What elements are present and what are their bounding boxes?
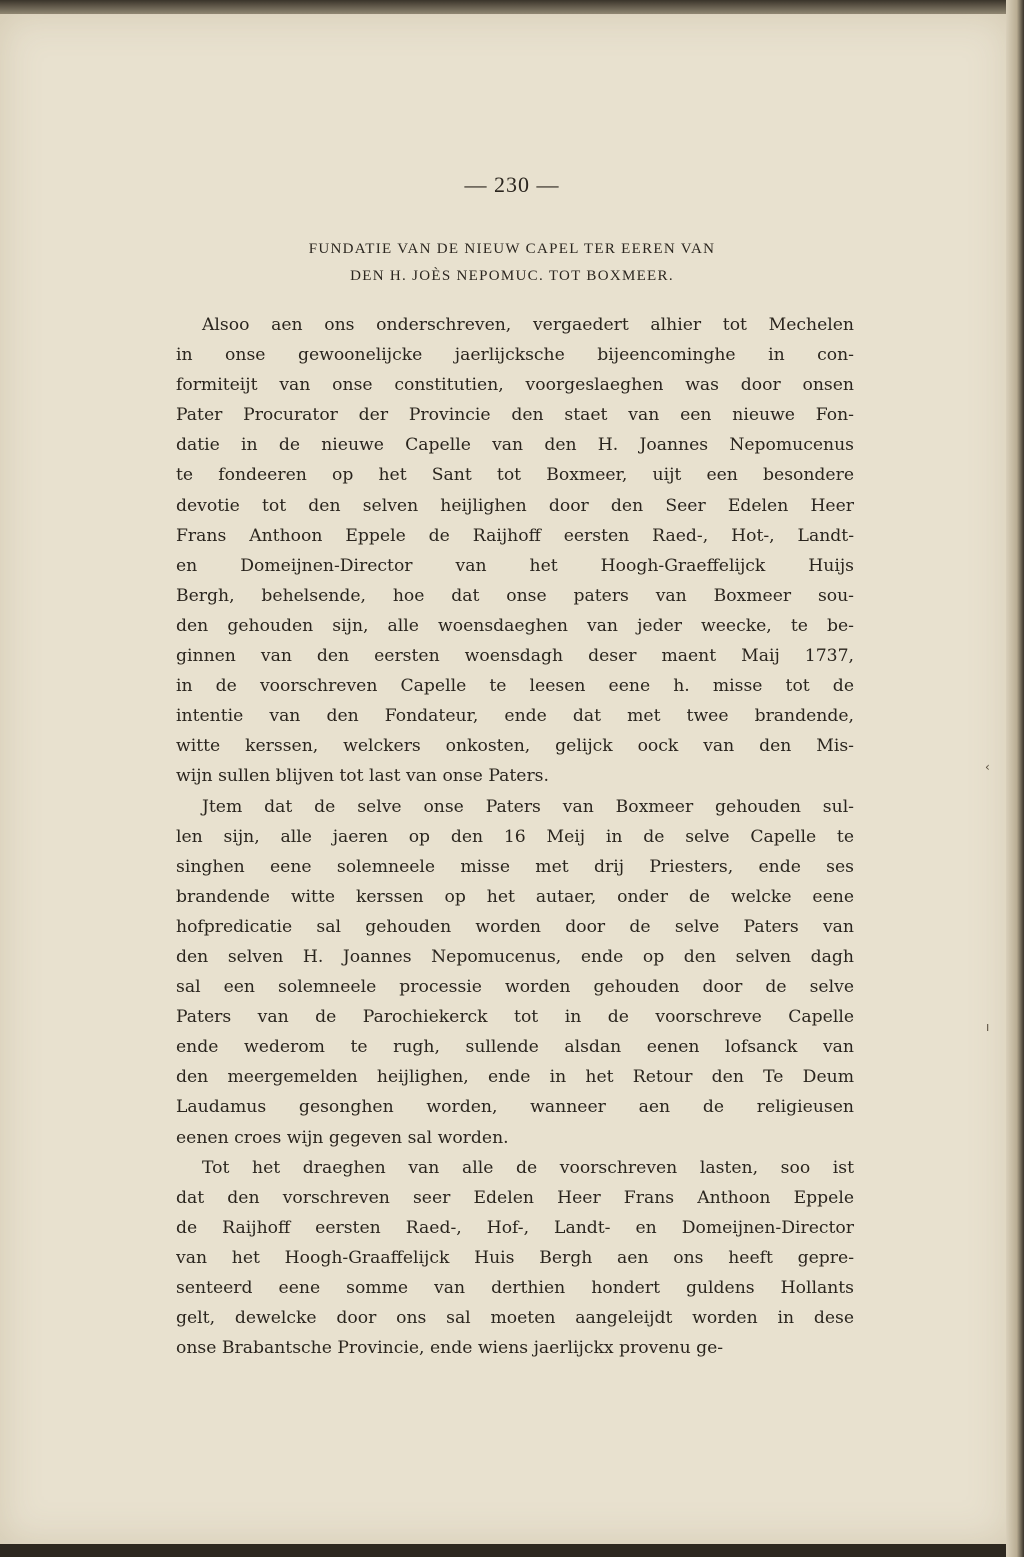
text-line: brandende witte kerssen op het autaer, onder de welcke eene xyxy=(176,886,854,907)
heading-line-2: DEN H. JOÈS NEPOMUC. TOT BOXMEER. xyxy=(350,268,674,284)
text-line: ende wederom te rugh, sullende alsdan eenen lofsanck van xyxy=(176,1037,854,1058)
text-line: dat den vorschreven seer Edelen Heer Frans Anthoon Eppele xyxy=(176,1187,854,1208)
text-line: Jtem dat de selve onse Paters van Boxmeer gehouden sul- xyxy=(202,796,854,817)
paragraph xyxy=(176,310,854,792)
text-line: len sijn, alle jaeren op den 16 Meij in de selve Capelle te xyxy=(176,826,854,847)
text-line: van het Hoogh-Graaffelijck Huis Bergh aen ons heeft gepre- xyxy=(176,1247,854,1268)
text-line: sal een solemneele processie worden gehouden door de selve xyxy=(176,977,854,998)
text-line: hofpredicatie sal gehouden worden door de selve Paters van xyxy=(176,916,854,937)
text-line: wijn sullen blijven tot last van onse Paters. xyxy=(176,766,549,787)
text-line: den gehouden sijn, alle woensdaeghen van jeder weecke, te be- xyxy=(176,615,854,636)
text-line: te fondeeren op het Sant tot Boxmeer, uijt een besondere xyxy=(176,465,854,486)
text-line: ginnen van den eersten woensdagh deser maent Maij 1737, xyxy=(176,646,854,667)
text-line: in onse gewoonelijcke jaerlijcksche bijeencominghe in con- xyxy=(176,345,854,366)
text-line: formiteijt van onse constitutien, voorgeslaeghen was door onsen xyxy=(176,375,854,396)
text-line: Frans Anthoon Eppele de Raijhoff eersten Raed-, Hot-, Landt- xyxy=(176,525,854,546)
text-line: onse Brabantsche Provincie, ende wiens jaerlijckx provenu ge- xyxy=(176,1338,724,1359)
text-line: de Raijhoff eersten Raed-, Hof-, Landt- en Domeijnen-Director xyxy=(176,1217,854,1238)
text-line: Laudamus gesonghen worden, wanneer aen de religieusen xyxy=(176,1097,854,1118)
paragraph xyxy=(176,1153,854,1364)
text-line: Tot het draeghen van alle de voorschreven lasten, soo ist xyxy=(202,1157,854,1178)
margin-mark: ı xyxy=(986,1020,990,1034)
text-line: datie in de nieuwe Capelle van den H. Joannes Nepomucenus xyxy=(176,435,854,456)
text-line: singhen eene solemneele misse met drij Priesters, ende ses xyxy=(176,856,854,877)
text-line: eenen croes wijn gegeven sal worden. xyxy=(176,1127,509,1148)
margin-mark: ‹ xyxy=(985,760,990,774)
page-binding-edge xyxy=(1006,0,1024,1557)
body-text xyxy=(176,310,854,1363)
text-line: gelt, dewelcke door ons sal moeten aangeleijdt worden in dese xyxy=(176,1308,854,1329)
text-line: senteerd eene somme van derthien hondert guldens Hollants xyxy=(176,1278,854,1298)
paragraph xyxy=(176,792,854,1153)
text-line: Alsoo aen ons onderschreven, vergaedert alhier tot Mechelen xyxy=(202,315,854,335)
text-line: witte kerssen, welckers onkosten, gelijck oock van den Mis- xyxy=(176,736,854,757)
text-line: den meergemelden heijlighen, ende in het Retour den Te Deum xyxy=(176,1067,854,1088)
text-line: devotie tot den selven heijlighen door den Seer Edelen Heer xyxy=(176,495,854,516)
text-line: Paters van de Parochiekerck tot in de voorschreve Capelle xyxy=(176,1007,854,1028)
section-heading xyxy=(176,236,848,290)
text-line: in de voorschreven Capelle te leesen eene h. misse tot de xyxy=(176,676,854,697)
page-number: — 230 — xyxy=(464,172,560,197)
text-line: Bergh, behelsende, hoe dat onse paters van Boxmeer sou- xyxy=(176,585,854,606)
text-line: Pater Procurator der Provincie den staet van een nieuwe Fon- xyxy=(176,405,854,426)
text-line: en Domeijnen-Director van het Hoogh-Graeffelijck Huijs xyxy=(176,555,854,576)
text-line: intentie van den Fondateur, ende dat met twee brandende, xyxy=(176,706,854,727)
heading-line-1: FUNDATIE VAN DE NIEUW CAPEL TER EEREN VAN xyxy=(308,241,716,257)
text-line: den selven H. Joannes Nepomucenus, ende op den selven dagh xyxy=(176,946,854,967)
